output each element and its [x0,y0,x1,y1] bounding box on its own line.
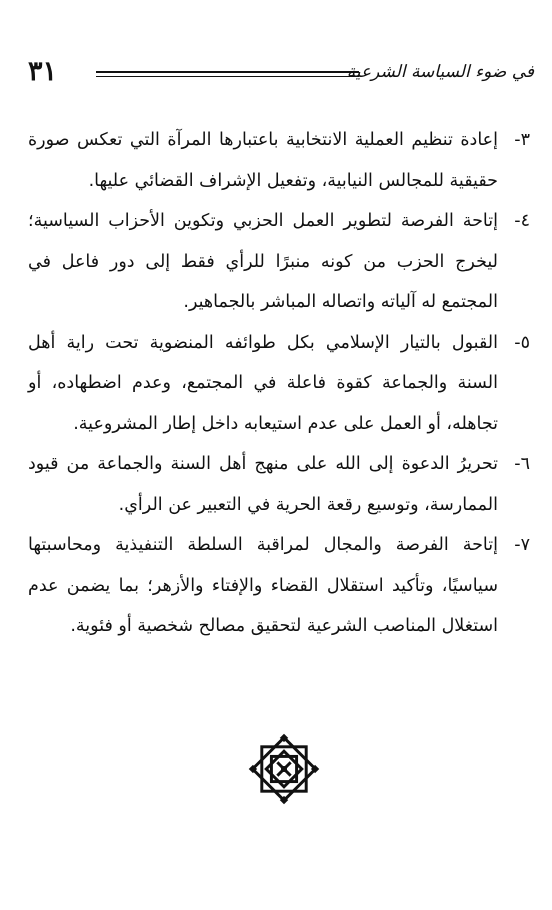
list-item-text: إعادة تنظيم العملية الانتخابية باعتبارها المرآة التي تعكس صورة حقيقية للمجالس النيابية، وتفعيل الإشراف القضائي عليها. [28,130,498,191]
list-item-number: ٧- [514,535,530,555]
list-item [28,201,530,323]
list-item-number: ٣- [514,130,530,150]
header-rule [96,71,359,73]
list-item-text: القبول بالتيار الإسلامي بكل طوائفه المنضوية تحت راية أهل السنة والجماعة كقوة فاعلة في المجتمع، وعدم اضطهاده، أو تجاهله، أو العمل على عدم استيعابه داخل إطار المشروعية. [28,332,498,434]
page-body [28,120,530,647]
list-item-number: ٤- [514,211,530,231]
list-item-number: ٥- [514,332,530,353]
page-number: ٣١ [28,56,58,87]
eight-point-star-ornament-icon [247,732,321,806]
list-item [28,120,530,201]
list-item [28,444,530,525]
list-item [28,525,530,647]
list-item-text: تحريرُ الدعوة إلى الله على منهج أهل السنة والجماعة من قيود الممارسة، وتوسيع رقعة الحرية في التعبير عن الرأي. [28,454,498,515]
page-header [20,58,534,98]
header-rule-thin [96,76,359,77]
list-item-text: إتاحة الفرصة لتطوير العمل الحزبي وتكوين الأحزاب السياسية؛ ليخرج الحزب من كونه منبرًا للرأي فقط إلى دور فاعل في المجتمع له آلياته واتصاله المباشر بالجماهير. [28,211,498,312]
running-title: في ضوء السياسة الشرعية [346,62,534,82]
list-item [28,323,530,445]
list-item-number: ٦- [514,454,530,474]
list-item-text: إتاحة الفرصة والمجال لمراقبة السلطة التنفيذية ومحاسبتها سياسيًا، وتأكيد استقلال القضاء والإفتاء والأزهر؛ بما يضمن عدم استغلال المناصب الشرعية لتحقيق مصالح شخصية أو فئوية. [28,535,498,636]
